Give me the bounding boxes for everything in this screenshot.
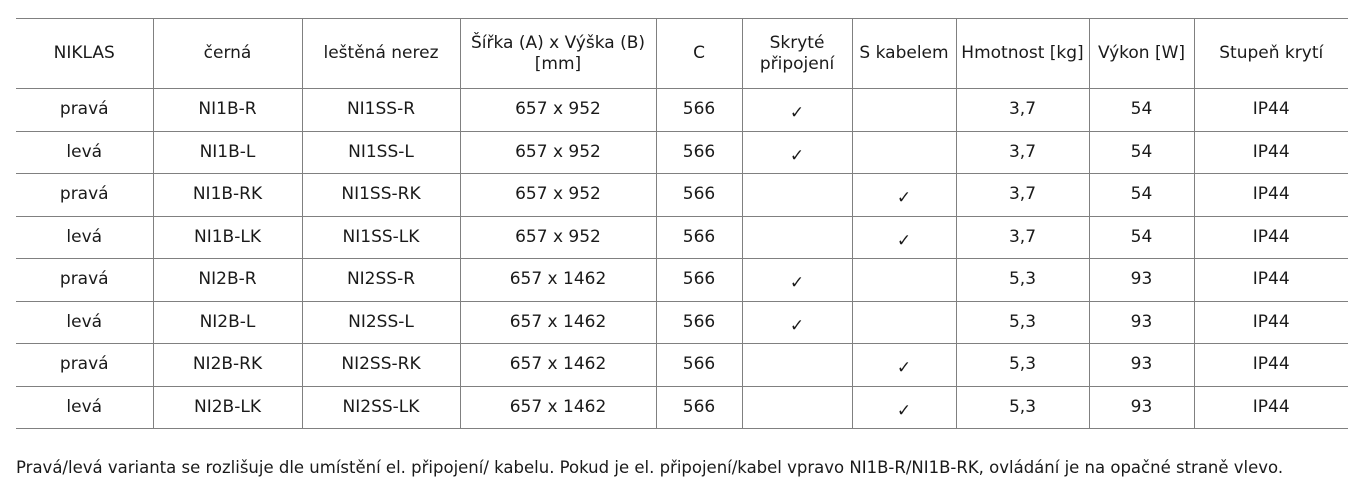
cell-ip-rating: IP44 [1194, 216, 1348, 259]
cell-hidden-connection [742, 301, 852, 344]
check-icon: ✓ [789, 145, 805, 166]
cell-black-code: NI1B-LK [153, 216, 302, 259]
cell-weight: 3,7 [956, 131, 1089, 174]
cell-c: 566 [656, 386, 742, 429]
header-hidden-connection: Skryté připojení [742, 19, 852, 89]
cell-stainless-code: NI1SS-L [302, 131, 460, 174]
cell-c: 566 [656, 344, 742, 387]
cell-power: 54 [1089, 174, 1194, 217]
header-ip-rating: Stupeň krytí [1194, 19, 1348, 89]
table-row [16, 89, 1348, 132]
cell-with-cable [852, 131, 956, 174]
check-icon: ✓ [789, 103, 805, 124]
cell-c: 566 [656, 259, 742, 302]
cell-ip-rating: IP44 [1194, 386, 1348, 429]
cell-side: levá [66, 226, 103, 247]
cell-ip-rating: IP44 [1194, 89, 1348, 132]
cell-hidden-connection [742, 174, 852, 217]
check-icon: ✓ [789, 315, 805, 336]
cell-stainless-code: NI2SS-RK [302, 344, 460, 387]
cell-power: 54 [1089, 131, 1194, 174]
cell-weight: 3,7 [956, 89, 1089, 132]
cell-ip-rating: IP44 [1194, 259, 1348, 302]
cell-weight: 3,7 [956, 174, 1089, 217]
cell-with-cable [852, 174, 956, 217]
cell-dimensions: 657 x 952 [460, 131, 656, 174]
cell-dimensions: 657 x 1462 [460, 301, 656, 344]
header-dimensions: Šířka (A) x Výška (B) [mm] [460, 19, 656, 89]
table-row [16, 174, 1348, 217]
header-black: černá [153, 19, 302, 89]
cell-ip-rating: IP44 [1194, 301, 1348, 344]
table-row [16, 259, 1348, 302]
cell-hidden-connection [742, 344, 852, 387]
cell-dimensions: 657 x 952 [460, 174, 656, 217]
table-row [16, 131, 1348, 174]
cell-side: levá [66, 311, 103, 332]
cell-black-code: NI2B-RK [153, 344, 302, 387]
cell-hidden-connection [742, 386, 852, 429]
cell-dimensions: 657 x 1462 [460, 259, 656, 302]
cell-stainless-code: NI2SS-LK [302, 386, 460, 429]
check-icon: ✓ [896, 188, 912, 209]
header-weight: Hmotnost [kg] [956, 19, 1089, 89]
cell-power: 54 [1089, 89, 1194, 132]
cell-c: 566 [656, 174, 742, 217]
cell-ip-rating: IP44 [1194, 174, 1348, 217]
cell-side: pravá [59, 184, 109, 205]
cell-c: 566 [656, 89, 742, 132]
cell-hidden-connection [742, 89, 852, 132]
cell-with-cable [852, 259, 956, 302]
cell-power: 93 [1089, 301, 1194, 344]
table-row [16, 301, 1348, 344]
check-icon: ✓ [896, 400, 912, 421]
cell-black-code: NI1B-RK [153, 174, 302, 217]
cell-hidden-connection [742, 131, 852, 174]
check-icon: ✓ [896, 230, 912, 251]
cell-black-code: NI2B-R [153, 259, 302, 302]
cell-c: 566 [656, 131, 742, 174]
cell-weight: 5,3 [956, 259, 1089, 302]
header-model: NIKLAS [53, 43, 115, 63]
cell-ip-rating: IP44 [1194, 131, 1348, 174]
header-stainless: leštěná nerez [302, 19, 460, 89]
table-header-row [16, 19, 1348, 89]
cell-hidden-connection [742, 259, 852, 302]
cell-stainless-code: NI1SS-LK [302, 216, 460, 259]
cell-dimensions: 657 x 952 [460, 216, 656, 259]
cell-with-cable [852, 301, 956, 344]
header-with-cable: S kabelem [852, 19, 956, 89]
cell-hidden-connection [742, 216, 852, 259]
cell-side: pravá [59, 354, 109, 375]
cell-power: 93 [1089, 344, 1194, 387]
cell-weight: 5,3 [956, 301, 1089, 344]
cell-ip-rating: IP44 [1194, 344, 1348, 387]
check-icon: ✓ [896, 358, 912, 379]
cell-dimensions: 657 x 1462 [460, 386, 656, 429]
cell-power: 54 [1089, 216, 1194, 259]
cell-black-code: NI1B-L [153, 131, 302, 174]
cell-power: 93 [1089, 259, 1194, 302]
cell-stainless-code: NI2SS-R [302, 259, 460, 302]
footnote: Pravá/levá varianta se rozlišuje dle umístění el. připojení/ kabelu. Pokud je el. připojení/kabel vpravo NI1B-R/NI1B-RK, ovládání je na opačné straně vlevo. [16, 458, 1284, 477]
cell-side: levá [66, 141, 103, 162]
cell-with-cable [852, 216, 956, 259]
cell-c: 566 [656, 301, 742, 344]
cell-power: 93 [1089, 386, 1194, 429]
cell-weight: 5,3 [956, 344, 1089, 387]
cell-side: levá [66, 396, 103, 417]
table-row [16, 216, 1348, 259]
header-c: C [656, 19, 742, 89]
cell-stainless-code: NI1SS-RK [302, 174, 460, 217]
cell-weight: 3,7 [956, 216, 1089, 259]
cell-dimensions: 657 x 1462 [460, 344, 656, 387]
table-row [16, 386, 1348, 429]
cell-c: 566 [656, 216, 742, 259]
cell-stainless-code: NI1SS-R [302, 89, 460, 132]
check-icon: ✓ [789, 273, 805, 294]
cell-black-code: NI2B-LK [153, 386, 302, 429]
cell-side: pravá [59, 99, 109, 120]
cell-black-code: NI2B-L [153, 301, 302, 344]
cell-with-cable [852, 344, 956, 387]
product-table [16, 18, 1348, 429]
cell-black-code: NI1B-R [153, 89, 302, 132]
cell-side: pravá [59, 269, 109, 290]
table-row [16, 344, 1348, 387]
cell-stainless-code: NI2SS-L [302, 301, 460, 344]
cell-with-cable [852, 386, 956, 429]
cell-weight: 5,3 [956, 386, 1089, 429]
cell-with-cable [852, 89, 956, 132]
cell-dimensions: 657 x 952 [460, 89, 656, 132]
header-power: Výkon [W] [1089, 19, 1194, 89]
